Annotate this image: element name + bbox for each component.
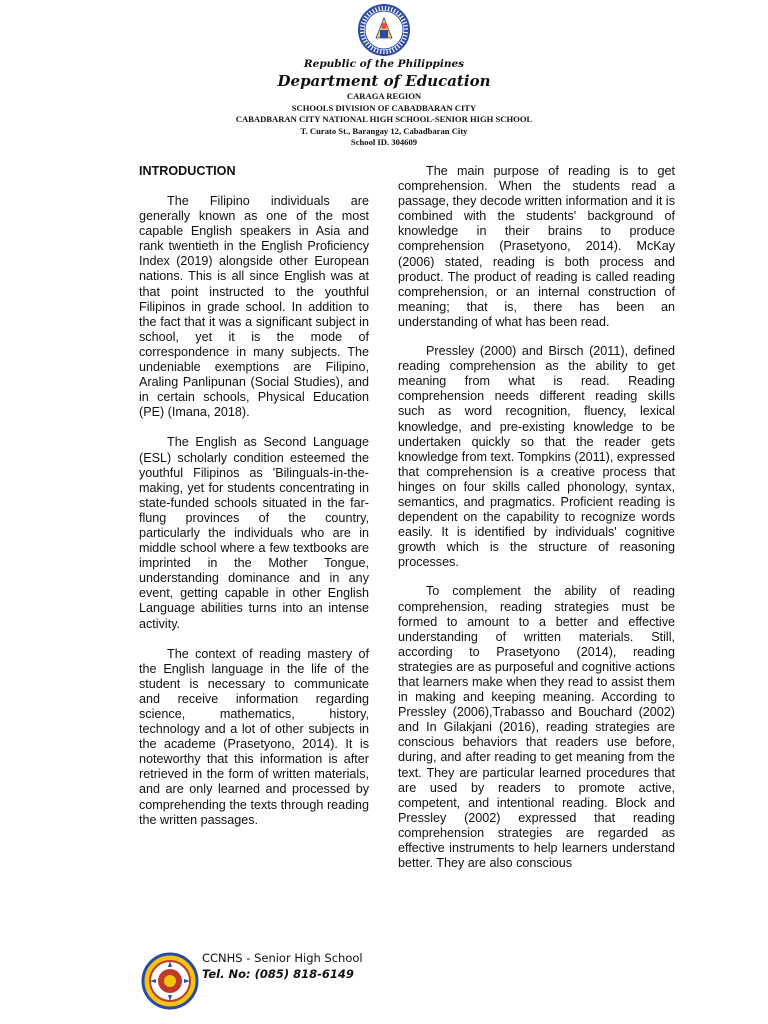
republic-line: Republic of the Philippines bbox=[303, 58, 465, 70]
left-column bbox=[139, 164, 369, 843]
footer-info bbox=[202, 950, 363, 982]
school-id-line: School ID. 304609 bbox=[350, 137, 418, 147]
school-logo bbox=[141, 952, 199, 1010]
section-heading: INTRODUCTION bbox=[139, 164, 236, 178]
deped-seal-logo bbox=[358, 4, 410, 56]
school-line: CABADBARAN CITY NATIONAL HIGH SCHOOL-SENIOR HIGH SCHOOL bbox=[235, 114, 533, 124]
paragraph: The context of reading mastery of the English language in the life of the student is necessary to communicate and receive information regarding science, mathematics, history, technology and a lot of other subjects in the academe (Prasetyono, 2014). It is noteworthy that this information is after retrieved in the form of written materials, and are only learned and processed by comprehending the texts through reading the written passages. bbox=[139, 646, 369, 827]
right-column bbox=[398, 164, 675, 885]
letterhead bbox=[0, 57, 768, 149]
paragraph: To complement the ability of reading comprehension, reading strategies must be formed to amount to a better and effective understanding of written materials. Still, according to Prasetyono (2014), reading strategies are as purposeful and cognitive actions that learners make when they read to assist them in making and keeping meaning. According to Pressley (2006),Trabasso and Bouchard (2002) and In Gilakjani (2016), reading strategies are conscious behaviors that readers use before, during, and after reading to get meaning from the text. They are particular learned procedures that are used by readers to promote active, competent, and intentional reading. Block and Pressley (2002) expressed that reading comprehension strategies are regarded as effective instruments to help learners understand better. They are also conscious bbox=[398, 584, 675, 871]
department-title: Department of Education bbox=[277, 72, 491, 90]
region-line: CARAGA REGION bbox=[346, 91, 422, 101]
address-line: T. Curato St., Barangay 12, Cabadbaran City bbox=[300, 125, 468, 136]
paragraph: The Filipino individuals are generally known as one of the most capable English speakers in Asia and rank twentieth in the English Proficiency Index (2019) alongside other European nations. This is all since English was at that point instructed to the youthful Filipinos in grade school. In addition to the fact that it was a significant subject in school, yet it is the mode of correspondence in many subjects. The undeniable exemptions are Filipino, Araling Panlipunan (Social Studies), and in certain schools, Physical Education (PE) (Imana, 2018). bbox=[139, 194, 369, 420]
paragraph: Pressley (2000) and Birsch (2011), defined reading comprehension as the ability to get meaning from what is read. Reading comprehension needs different reading skills such as word recognition, fluency, lexical knowledge, and pre-existing knowledge to be undertaken quickly so that the reader gets knowledge from text. Tompkins (2011), expressed that comprehension is a creative process that hinges on four skills called phonology, syntax, semantics, and pragmatics. Proficient reading is dependent on the capability to recognize words easily. It is identified by individuals' cognitive growth which is the structure of reasoning processes. bbox=[398, 344, 675, 570]
division-line: SCHOOLS DIVISION OF CABADBARAN CITY bbox=[291, 102, 477, 113]
paragraph: The English as Second Language (ESL) scholarly condition esteemed the youthful Filipinos as 'Bilinguals-in-the-making, yet for students concentrating in state-funded schools situated in the far-flung provinces of the country, particularly the individuals who are in middle school where a few textbooks are imprinted in the Mother Tongue, understanding dominance and in any event, getting capable in other English Language abilities turns into an intense activity. bbox=[139, 435, 369, 631]
paragraph: The main purpose of reading is to get comprehension. When the students read a passage, they decode written information and it is combined with the students' background of knowledge in their brains to produce comprehension (Prasetyono, 2014). McKay (2006) stated, reading is both process and product. The product of reading is called reading comprehension, or an internal construction of meaning; that is, there has been an understanding of what has been read. bbox=[398, 164, 675, 329]
footer-school-name: CCNHS - Senior High School bbox=[202, 951, 363, 965]
footer-telephone: Tel. No: (085) 818-6149 bbox=[202, 967, 354, 981]
